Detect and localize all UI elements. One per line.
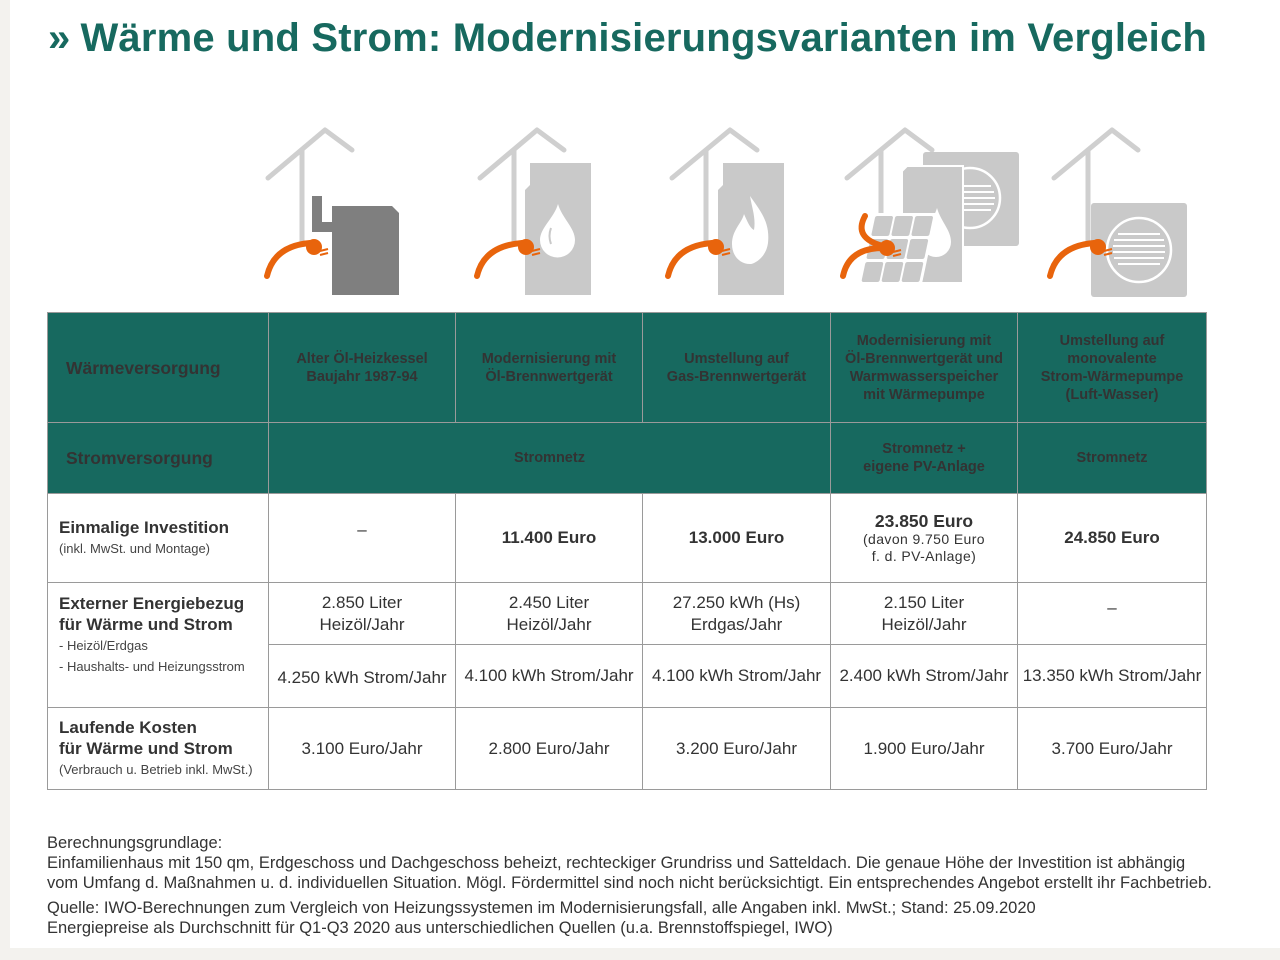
fuel-value — [831, 583, 1018, 645]
fuel-line: 2.850 Liter — [321, 592, 403, 612]
investment-value: 11.400 Euro — [456, 494, 643, 583]
variant-header — [643, 313, 831, 423]
investment-value: 13.000 Euro — [643, 494, 831, 583]
page-title — [48, 16, 1207, 61]
electricity-value: 4.100 kWh Strom/Jahr — [456, 645, 643, 708]
investment-value-text: 23.850 Euro — [874, 511, 974, 531]
power-supply-label: Stromversorgung — [48, 423, 269, 494]
electricity-value: 2.400 kWh Strom/Jahr — [831, 645, 1018, 708]
power-supply-grid: Stromnetz — [1018, 423, 1207, 494]
fuel-value — [1018, 583, 1207, 645]
variant-header-line: Gas-Brennwertgerät — [666, 368, 807, 385]
page — [10, 0, 1280, 948]
variant-header-line: Modernisierung mit — [481, 350, 617, 367]
basis-text: vom Umfang d. Maßnahmen u. d. individuellen Situation. Mögl. Fördermittel sind noch nicht berücksichtigt. Ein entsprechendes Angebot erstellt ihr Fachbetrieb. — [47, 874, 1212, 892]
variant-header-line: Baujahr 1987-94 — [306, 368, 418, 385]
electricity-value: 13.350 kWh Strom/Jahr — [1018, 645, 1207, 708]
chevron-icon: » — [48, 16, 71, 60]
energy-label-sub: - Haushalts- und Heizungsstrom — [59, 659, 245, 674]
fuel-value — [269, 583, 456, 645]
fuel-value — [456, 583, 643, 645]
running-costs-value: 3.100 Euro/Jahr — [269, 708, 456, 790]
footer-notes — [47, 833, 1212, 938]
variant-header-line: Modernisierung mit — [856, 332, 992, 349]
variant-header-line: mit Wärmepumpe — [863, 386, 985, 403]
running-costs-label-main: für Wärme und Strom — [59, 739, 233, 758]
running-costs-value: 3.700 Euro/Jahr — [1018, 708, 1207, 790]
variant-header — [269, 313, 456, 423]
variant-header-line: Warmwasserspeicher — [849, 368, 999, 385]
power-supply-line: Stromnetz + — [882, 441, 966, 457]
variant-header-line: Strom-Wärmepumpe — [1040, 368, 1184, 385]
page-title-text: Wärme und Strom: Modernisierungsvarianten im Vergleich — [80, 16, 1208, 60]
old-oil-boiler-icon — [250, 118, 410, 303]
power-supply-grid-pv — [831, 423, 1018, 494]
variant-header — [1018, 313, 1207, 423]
energy-fuel-row — [48, 583, 1207, 645]
fuel-value — [643, 583, 831, 645]
variant-header-line: Umstellung auf — [1059, 332, 1165, 349]
power-supply-line: eigene PV-Anlage — [863, 459, 985, 475]
running-costs-row — [48, 708, 1207, 790]
fuel-line: 27.250 kWh (Hs) — [672, 592, 801, 612]
air-water-heatpump-icon — [1030, 118, 1200, 303]
gas-condensing-boiler-icon — [650, 118, 810, 303]
running-costs-value: 1.900 Euro/Jahr — [831, 708, 1018, 790]
variant-header-line: (Luft-Wasser) — [1065, 386, 1159, 403]
investment-label-main: Einmalige Investition — [59, 518, 230, 537]
running-costs-label — [48, 708, 269, 790]
oil-condensing-boiler-icon — [460, 118, 620, 303]
variant-header — [831, 313, 1018, 423]
basis-text: Einfamilienhaus mit 150 qm, Erdgeschoss und Dachgeschoss beheizt, rechteckiger Grundriss und Satteldach. Die genaue Höhe der Investition ist abhängig — [47, 854, 1186, 872]
fuel-line: 2.150 Liter — [883, 592, 965, 612]
running-costs-label-main: Laufende Kosten — [59, 718, 197, 737]
source-text: Energiepreise als Durchschnitt für Q1-Q3 2020 aus unterschiedlichen Quellen (u.a. Brennstoffspiegel, IWO) — [47, 919, 833, 937]
investment-note: (davon 9.750 Euro — [863, 531, 985, 547]
energy-label-sub: - Heizöl/Erdgas — [59, 638, 148, 653]
investment-note: f. d. PV-Anlage) — [871, 548, 977, 564]
basis-title: Berechnungsgrundlage: — [47, 834, 223, 852]
fuel-line: Heizöl/Jahr — [506, 614, 592, 634]
power-supply-row — [48, 423, 1207, 494]
investment-value — [269, 494, 456, 583]
investment-row — [48, 494, 1207, 583]
variant-header-line: Öl-Brennwertgerät und — [845, 350, 1003, 367]
investment-label — [48, 494, 269, 583]
heat-supply-row — [48, 313, 1207, 423]
variant-header-line: Umstellung auf — [684, 350, 789, 367]
heat-supply-label: Wärmeversorgung — [48, 313, 269, 423]
variant-icons — [10, 118, 1280, 303]
power-supply-grid: Stromnetz — [269, 423, 831, 494]
electricity-value: 4.250 kWh Strom/Jahr — [269, 645, 456, 708]
variant-header-line: Alter Öl-Heizkessel — [296, 350, 428, 367]
energy-label-main: Externer Energiebezug — [59, 594, 245, 613]
electricity-value: 4.100 kWh Strom/Jahr — [643, 645, 831, 708]
variant-header-line: monovalente — [1067, 350, 1157, 367]
fuel-line: Heizöl/Jahr — [881, 614, 967, 634]
fuel-line: Heizöl/Jahr — [319, 614, 405, 634]
investment-value-text: – — [357, 520, 367, 539]
running-costs-label-sub: (Verbrauch u. Betrieb inkl. MwSt.) — [59, 762, 253, 777]
fuel-line: Erdgas/Jahr — [690, 614, 783, 634]
oil-boiler-heatpump-pv-icon — [825, 118, 1035, 303]
investment-value: 24.850 Euro — [1018, 494, 1207, 583]
fuel-line: – — [1107, 597, 1117, 617]
investment-label-sub: (inkl. MwSt. und Montage) — [59, 541, 211, 556]
running-costs-value: 2.800 Euro/Jahr — [456, 708, 643, 790]
fuel-line: 2.450 Liter — [508, 592, 590, 612]
investment-value — [831, 494, 1018, 583]
comparison-table — [47, 312, 1207, 790]
source-text: Quelle: IWO-Berechnungen zum Vergleich von Heizungssystemen im Modernisierungsfall, alle Angaben inkl. MwSt.; Stand: 25.09.2020 — [47, 899, 1036, 917]
variant-header-line: Öl-Brennwertgerät — [485, 368, 613, 385]
variant-header — [456, 313, 643, 423]
energy-label — [48, 583, 269, 708]
running-costs-value: 3.200 Euro/Jahr — [643, 708, 831, 790]
energy-label-main: für Wärme und Strom — [59, 615, 233, 634]
